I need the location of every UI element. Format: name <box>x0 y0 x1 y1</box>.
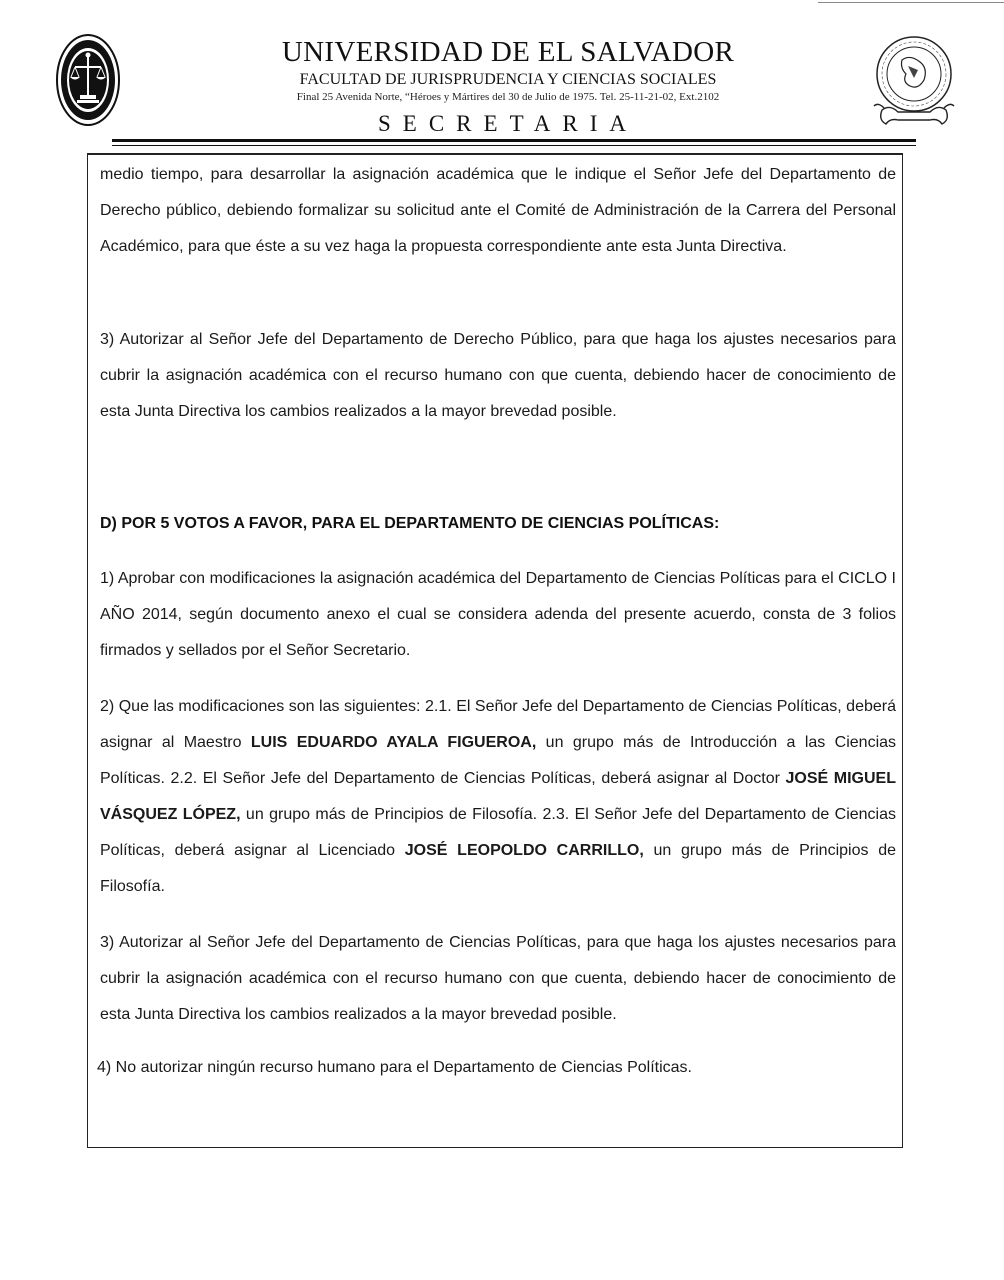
header-rule-thin <box>112 145 916 146</box>
header-rule-thick <box>112 139 916 142</box>
paragraph-autorizar-ciencias-politicas: 3) Autorizar al Señor Jefe del Departamento de Ciencias Políticas, para que haga los ajustes necesarios para cubrir la asignación académica con el recurso humano con que cuenta, debiendo hacer de conocimiento de esta Junta Directiva los cambios realizados a la mayor brevedad posible. <box>100 934 896 1023</box>
faculty-address: Final 25 Avenida Norte, “Héroes y Mártires del 30 de Julio de 1975. Tel. 25-11-21-02, Ext.2102 <box>296 91 720 103</box>
office-title: SECRETARIA <box>378 111 638 136</box>
paragraph-modificaciones <box>100 689 896 905</box>
modificaciones-text-1: 2) Que las modificaciones son las siguientes: 2.1. El Señor Jefe del Departamento de Ciencias Políticas, deberá asignar al Maestro <box>100 698 896 751</box>
university-seal-icon <box>866 32 962 140</box>
faculty-name: FACULTAD DE JURISPRUDENCIA Y CIENCIAS SOCIALES <box>299 71 717 88</box>
modificaciones-text-4: un grupo más de Principios de Filosofía. <box>100 842 896 895</box>
paragraph-medio-tiempo: medio tiempo, para desarrollar la asignación académica que le indique el Señor Jefe del Departamento de Derecho público, debiendo formalizar su solicitud ante el Comité de Administración de la Carrera del Personal Académico, para que éste a su vez haga la propuesta correspondiente ante esta Junta Directiva. <box>100 166 896 255</box>
paragraph-autorizar-derecho-publico: 3) Autorizar al Señor Jefe del Departamento de Derecho Público, para que haga los ajustes necesarios para cubrir la asignación académica con el recurso humano con que cuenta, debiendo hacer de conocimiento de esta Junta Directiva los cambios realizados a la mayor brevedad posible. <box>100 331 896 420</box>
corner-scan-line <box>818 2 1004 3</box>
name-jose-miguel: JOSÉ MIGUEL VÁSQUEZ LÓPEZ, <box>100 770 896 823</box>
name-luis-eduardo: LUIS EDUARDO AYALA FIGUEROA, <box>250 734 537 751</box>
modificaciones-text-2: un grupo más de Introducción a las Ciencias Políticas. 2.2. El Señor Jefe del Departamento de Ciencias Políticas, deberá asignar al Doctor <box>100 734 897 787</box>
name-jose-leopoldo: JOSÉ LEOPOLDO CARRILLO, <box>404 842 644 859</box>
modificaciones-text-3: un grupo más de Principios de Filosofía. 2.3. El Señor Jefe del Departamento de Ciencias Políticas, deberá asignar al Licenciado <box>100 806 896 859</box>
paragraph-no-autorizar: 4) No autorizar ningún recurso humano para el Departamento de Ciencias Políticas. <box>97 1059 692 1076</box>
paragraph-aprobar-asignacion: 1) Aprobar con modificaciones la asignación académica del Departamento de Ciencias Políticas para el CICLO I AÑO 2014, según documento anexo el cual se considera adenda del presente acuerdo, consta de 3 folios firmados y sellados por el Señor Secretario. <box>100 570 896 659</box>
university-name: UNIVERSIDAD DE EL SALVADOR <box>281 36 735 68</box>
section-heading-ciencias-politicas: D) POR 5 VOTOS A FAVOR, PARA EL DEPARTAMENTO DE CIENCIAS POLÍTICAS: <box>100 515 720 532</box>
faculty-seal-icon <box>55 33 121 127</box>
